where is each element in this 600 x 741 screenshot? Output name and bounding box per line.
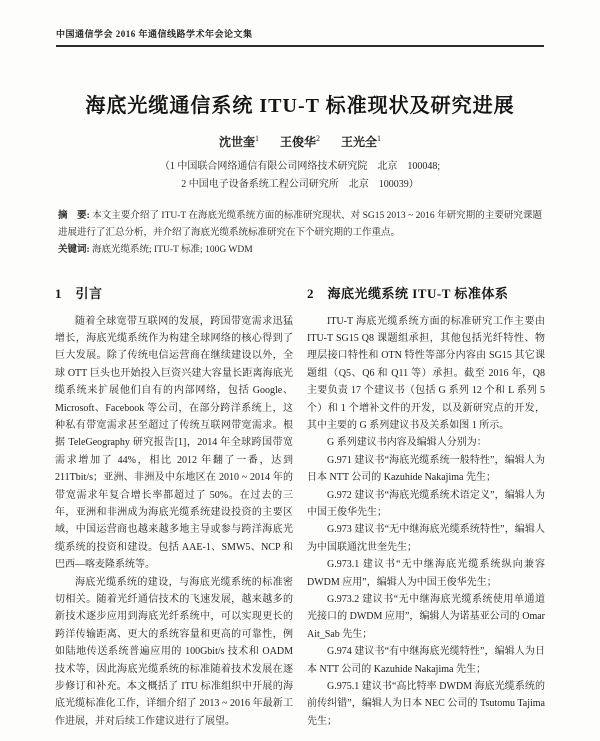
author-affil-mark: 1 — [254, 134, 259, 143]
g-series-item: G.973 建议书“无中继海底光缆系统特性”，编辑人为中国联通沈世奎先生； — [307, 524, 545, 553]
affiliation-line: 2 中国电子设备系统工程公司研究所 北京 100039） — [181, 178, 419, 190]
right-column — [307, 277, 545, 731]
affiliation-line: （1 中国联合网络通信有限公司网络技术研究院 北京 100048; — [159, 161, 441, 172]
affiliations — [0, 158, 600, 193]
section-heading-introduction: 1 引言 — [55, 285, 103, 301]
author-name: 王俊华 — [279, 135, 316, 149]
body-paragraph: ITU-T 海底光缆系统方面的标准研究工作主要由 ITU-T SG15 Q8 课题组承担，其他包括光纤特性、物理层接口特性和 OTN 特性等部分内容由 SG15 其它课题组（Q5、Q6 和 Q11 等）承担。截至 2016 年，Q8 主要负责 17 个建议书（包括 G 系列 12 个和 L 系列 5 个）和 1 个增补文件的开发，以及新研究点的开发，其中主要的 G 系列建议书及关系如图 1 所示。 — [307, 315, 545, 431]
proceedings-title: 中国通信学会 2016 年通信线路学术年会论文集 — [56, 29, 253, 39]
abstract-text: 本文主要介绍了 ITU-T 在海底光缆系统方面的标准研究现状、对 SG15 2013 ~ 2016 年研究期的主要研究课题进展进行了汇总分析，并介绍了海底光缆系统标准研究在下个研究期的工作重点。 — [58, 211, 542, 238]
left-column — [55, 277, 293, 731]
author-name: 王光全 — [341, 135, 378, 149]
abstract-label: 摘 要: — [58, 211, 90, 221]
author — [280, 135, 320, 149]
g-series-item: G.972 建议书“海底光缆系统术语定义”，编辑人为中国王俊华先生； — [307, 489, 545, 518]
section-heading-standards: 2 海底光缆系统 ITU-T 标准体系 — [307, 285, 509, 301]
running-head — [56, 24, 544, 42]
g-series-item: G.971 建议书“海底光缆系统一般特性”，编辑人为日本 NTT 公司的 Kazuhide Nakajima 先生； — [307, 454, 545, 484]
abstract — [58, 208, 542, 241]
body-paragraph: 海底光缆系统的建设，与海底光缆系统的标准密切相关。随着光纤通信技术的飞速发展，越来越多的新技术逐步应用到海底光纤系统中，可以实现更长的跨洋传输距离、更大的系统容量和更高的可靠性，例如陆地传送系统普遍应用的 100Gbit/s 技术和 OADM 技术等，因此海底光缆系统的标准随着技术发展在逐步修订和补充。本文概括了 ITU 标准组织中开展的海底光缆标准化工作，详细介绍了 2013 ~ 2016 年最新工作进展，并对后续工作建议进行了展望。 — [55, 576, 293, 727]
g-series-item: G.973.1 建议书“无中继海底光缆系统纵向兼容 DWDM 应用”，编辑人为中国王俊华先生； — [307, 559, 545, 588]
g-series-item: G.974 建议书“有中继海底光缆特性”，编辑人为日本 NTT 公司的 Kazuhide Nakajima 先生； — [307, 646, 545, 675]
author — [219, 135, 259, 149]
paper-title: 海底光缆通信系统 ITU-T 标准现状及研究进展 — [85, 95, 515, 117]
g-series-item: G.975.1 建议书“高比特率 DWDM 海底光缆系统的前传纠错”，编辑人为日本 NEC 公司的 Tsutomu Tajima 先生； — [307, 681, 545, 727]
g-series-item: G.973.2 建议书“无中继海底光缆系统使用单通道光接口的 DWDM 应用”，编辑人为诺基亚公司的 Omar Ait_Sab 先生； — [307, 594, 545, 640]
author-name: 沈世奎 — [218, 135, 255, 149]
author-line — [0, 133, 600, 150]
body-paragraph: G 系列建议书内容及编辑人分别为： — [327, 437, 487, 449]
keywords — [58, 242, 542, 259]
keywords-text: 海底光缆系统; ITU-T 标准; 100G WDM — [92, 245, 253, 255]
author-affil-mark: 1 — [377, 134, 382, 143]
body-paragraph: 随着全球宽带互联网的发展，跨国带宽需求迅猛增长，海底光缆系统作为构建全球网络的核心得到了巨大发展。除了传统电信运营商在继续建设以外，全球 OTT 巨头也开始投入巨资兴建大容量长距离海底光缆系统来扩展他们自有的内部网络，包括 Google、Microsoft、Facebook 等公司，在部分跨洋系统上，这种私有带宽需求甚至超过了传统互联网带宽需求。根据 TeleGeography 研究报告[1]，2014 年全球跨国带宽需求增加了 44%，相比 2012 年翻了一番，达到 211Tbit/s；亚洲、非洲及中东地区在 2010 ~ 2014 年的带宽需求年复合增长率都超过了 50%。在过去的三年，亚洲和非洲成为海底光缆系统建设投资的主要区域，中国运营商也越来越多地主导或参与跨洋海底光缆系统的投资和建设。包括 AAE-1、SMW5、NCP 和巴西—喀麦隆系统等。 — [55, 315, 293, 571]
header-rule — [56, 45, 544, 47]
two-column-body — [55, 277, 545, 731]
author — [341, 135, 381, 149]
keywords-label: 关键词: — [58, 245, 90, 255]
author-affil-mark: 2 — [316, 134, 320, 143]
